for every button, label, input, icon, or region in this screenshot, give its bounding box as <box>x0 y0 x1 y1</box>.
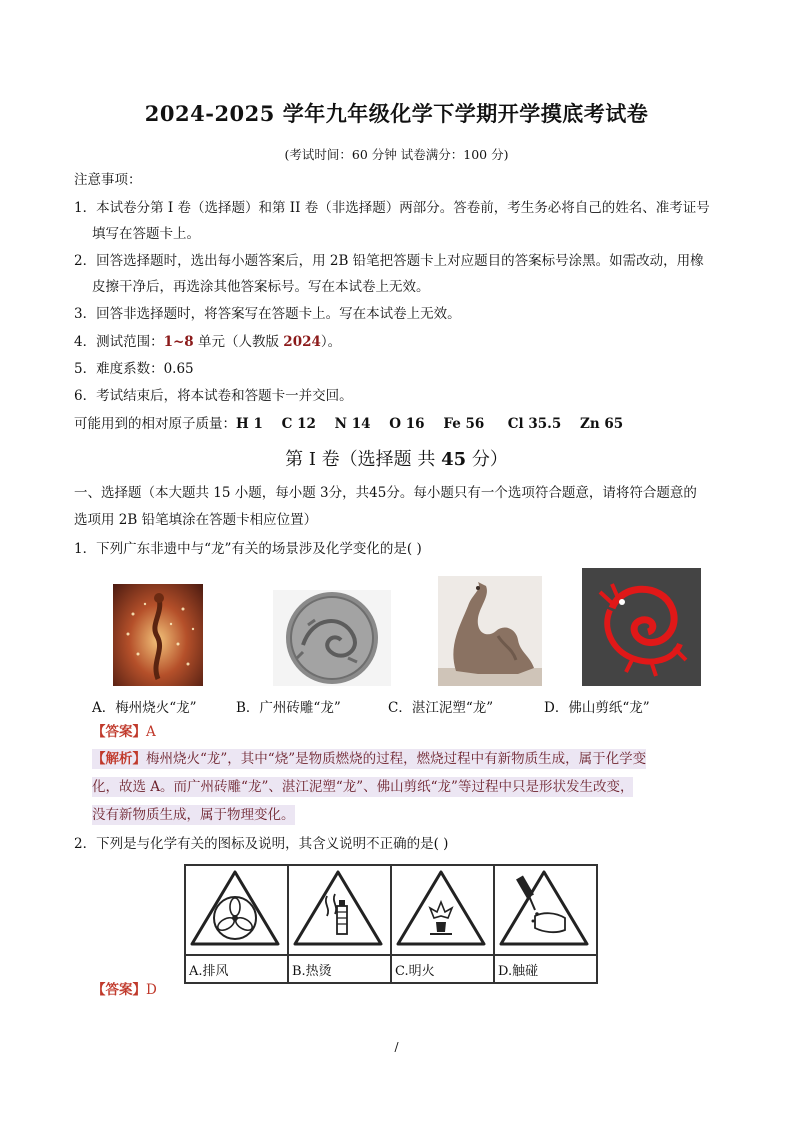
page-number: / <box>394 1040 399 1054</box>
sign-cell-d <box>494 865 597 955</box>
sign-cell-c <box>391 865 494 955</box>
part1-instructions-cont: 选项用 2B 铅笔填涂在答题卡相应位置） <box>74 512 318 528</box>
brick-carving-dragon-image <box>273 590 391 686</box>
q2-answer: 【答案】D <box>92 982 157 998</box>
sign-label-d: D.触碰 <box>494 955 597 983</box>
sign-cell-a <box>185 865 288 955</box>
hot-surface-icon <box>289 866 387 950</box>
notice-6: 6．考试结束后，将本试卷和答题卡一并交回。 <box>74 388 353 404</box>
notice-1-cont: 填写在答题卡上。 <box>92 226 200 242</box>
notice-heading: 注意事项： <box>74 172 142 188</box>
fire-dragon-image <box>113 584 203 686</box>
q1-analysis-line-1: 【解析】梅州烧火“龙”，其中“烧”是物质燃烧的过程，燃烧过程中有新物质生成，属于化学变 <box>92 751 647 767</box>
section-title: 第 I 卷（选择题 共 45 分） <box>285 449 508 470</box>
sign-cell-b <box>288 865 391 955</box>
sign-label-a: A.排风 <box>185 955 288 983</box>
q1-option-a: A．梅州烧火“龙” <box>92 700 197 716</box>
q1-analysis-line-3: 没有新物质生成，属于物理变化。 <box>92 807 295 823</box>
page-title: 2024-2025 学年九年级化学下学期开学摸底考试卷 <box>144 101 649 126</box>
notice-5: 5．难度系数：0.65 <box>74 361 194 377</box>
q1-option-d: D．佛山剪纸“龙” <box>544 700 650 716</box>
notice-2: 2．回答选择题时，选出每小题答案后，用 2B 铅笔把答题卡上对应题目的答案标号涂黑。如需改动，用橡 <box>74 253 704 269</box>
paper-cut-dragon-image <box>582 568 701 686</box>
notice-2-cont: 皮擦干净后，再选涂其他答案标号。写在本试卷上无效。 <box>92 279 430 295</box>
question-2-stem: 2．下列是与化学有关的图标及说明，其含义说明不正确的是( ) <box>74 836 449 852</box>
clay-sculpture-dragon-image <box>438 576 542 686</box>
exam-time-info: (考试时间：60 分钟 试卷满分：100 分) <box>284 147 509 162</box>
q1-answer: 【答案】A <box>92 724 156 740</box>
q1-option-c: C．湛江泥塑“龙” <box>388 700 494 716</box>
sign-label-b: B.热烫 <box>288 955 391 983</box>
q1-analysis-line-2: 化，故选 A。而广州砖雕“龙”、湛江泥塑“龙”、佛山剪纸“龙”等过程中只是形状发生改变， <box>92 779 634 795</box>
notice-1: 1．本试卷分第 I 卷（选择题）和第 II 卷（非选择题）两部分。答卷前，考生务必将自己的姓名、准考证号 <box>74 200 710 216</box>
safety-signs-table <box>184 864 598 984</box>
notice-3: 3．回答非选择题时，将答案写在答题卡上。写在本试卷上无效。 <box>74 306 461 322</box>
sign-label-c: C.明火 <box>391 955 494 983</box>
q1-option-b: B．广州砖雕“龙” <box>236 700 341 716</box>
fan-icon <box>186 866 284 950</box>
atomic-masses: 可能用到的相对原子质量：H 1 C 12 N 14 O 16 Fe 56 Cl 35.5 Zn 65 <box>74 416 624 432</box>
question-1-stem: 1．下列广东非遗中与“龙”有关的场景涉及化学变化的是( ) <box>74 541 422 557</box>
notice-4: 4．测试范围：1~8 单元（人教版 2024）。 <box>74 334 342 350</box>
part1-instructions: 一、选择题（本大题共 15 小题，每小题 3分，共45分。每小题只有一个选项符合题意，请将符合题意的 <box>74 485 697 501</box>
hand-touch-icon <box>495 866 593 950</box>
open-flame-icon <box>392 866 490 950</box>
